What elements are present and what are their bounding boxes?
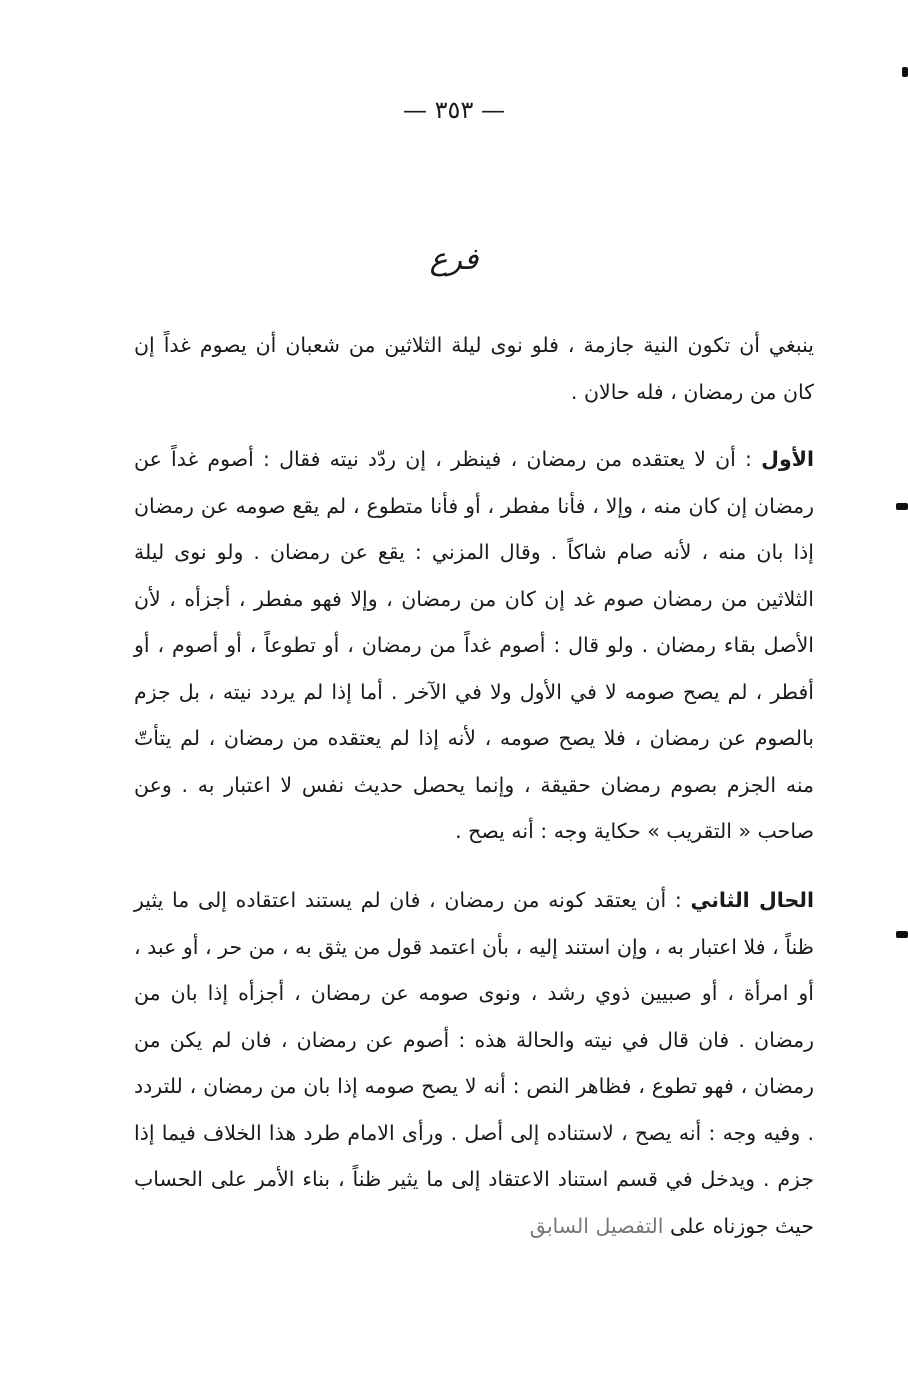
section-title: فرع xyxy=(429,242,479,277)
scan-edge-mark xyxy=(902,67,908,77)
paragraph-intro xyxy=(134,322,814,415)
page-number: — ٣٥٣ — xyxy=(403,96,505,124)
scan-edge-mark xyxy=(896,931,908,938)
paragraph-text: ينبغي أن تكون النية جازمة ، فلو نوى ليلة الثلاثين من شعبان أن يصوم غداً إن كان من رمضان ، فله حالان . xyxy=(134,333,814,404)
paragraph-first-case xyxy=(134,436,814,855)
paragraph-second-case xyxy=(134,877,814,1249)
paragraph-lead: الحال الثاني xyxy=(690,888,814,912)
paragraph-text: : أن لا يعتقده من رمضان ، فينظر ، إن ردّد نيته فقال : أصوم غداً عن رمضان إن كان منه ، وإلا ، فأنا مفطر ، أو فأنا متطوع ، لم يقع صومه عن رمضان إذا بان منه ، لأنه صام شاكاً . وقال المزني : يقع عن رمضان . ولو نوى ليلة الثلاثين من رمضان صوم غد إن كان من رمضان ، وإلا فهو مفطر ، أجزأه ، لأن الأصل بقاء رمضان . ولو قال : أصوم غداً من رمضان ، أو تطوعاً ، أو أصوم ، أو أفطر ، لم يصح صومه لا في الأول ولا في الآخر . أما إذا لم يردد نيته ، بل جزم بالصوم عن رمضان ، فلا يصح صومه ، لأنه إذا لم يعتقده من رمضان ، لم يتأتّ منه الجزم بصوم رمضان حقيقة ، وإنما يحصل حديث نفس لا اعتبار به . وعن صاحب « التقريب » حكاية وجه : أنه يصح . xyxy=(134,447,814,843)
paragraph-tail-faded: التفصيل السابق xyxy=(529,1213,664,1238)
paragraph-lead: الأول xyxy=(761,447,814,471)
scan-edge-mark xyxy=(896,503,908,510)
paragraph-text: : أن يعتقد كونه من رمضان ، فان لم يستند اعتقاده إلى ما يثير ظناً ، فلا اعتبار به ، وإن استند إليه ، بأن اعتمد قول من يثق به ، من حر ، أو عبد ، أو امرأة ، أو صبيين ذوي رشد ، ونوى صومه عن رمضان ، أجزأه إذا بان من رمضان . فان قال في نيته والحالة هذه : أصوم عن رمضان ، فان لم يكن من رمضان ، فهو تطوع ، فظاهر النص : أنه لا يصح صومه إذا بان من رمضان ، للتردد . وفيه وجه : أنه يصح ، لاستناده إلى أصل . ورأى الامام طرد هذا الخلاف فيما إذا جزم . ويدخل في قسم استناد الاعتقاد إلى ما يثير ظناً ، بناء الأمر على الحساب حيث جوزناه على xyxy=(134,888,814,1238)
